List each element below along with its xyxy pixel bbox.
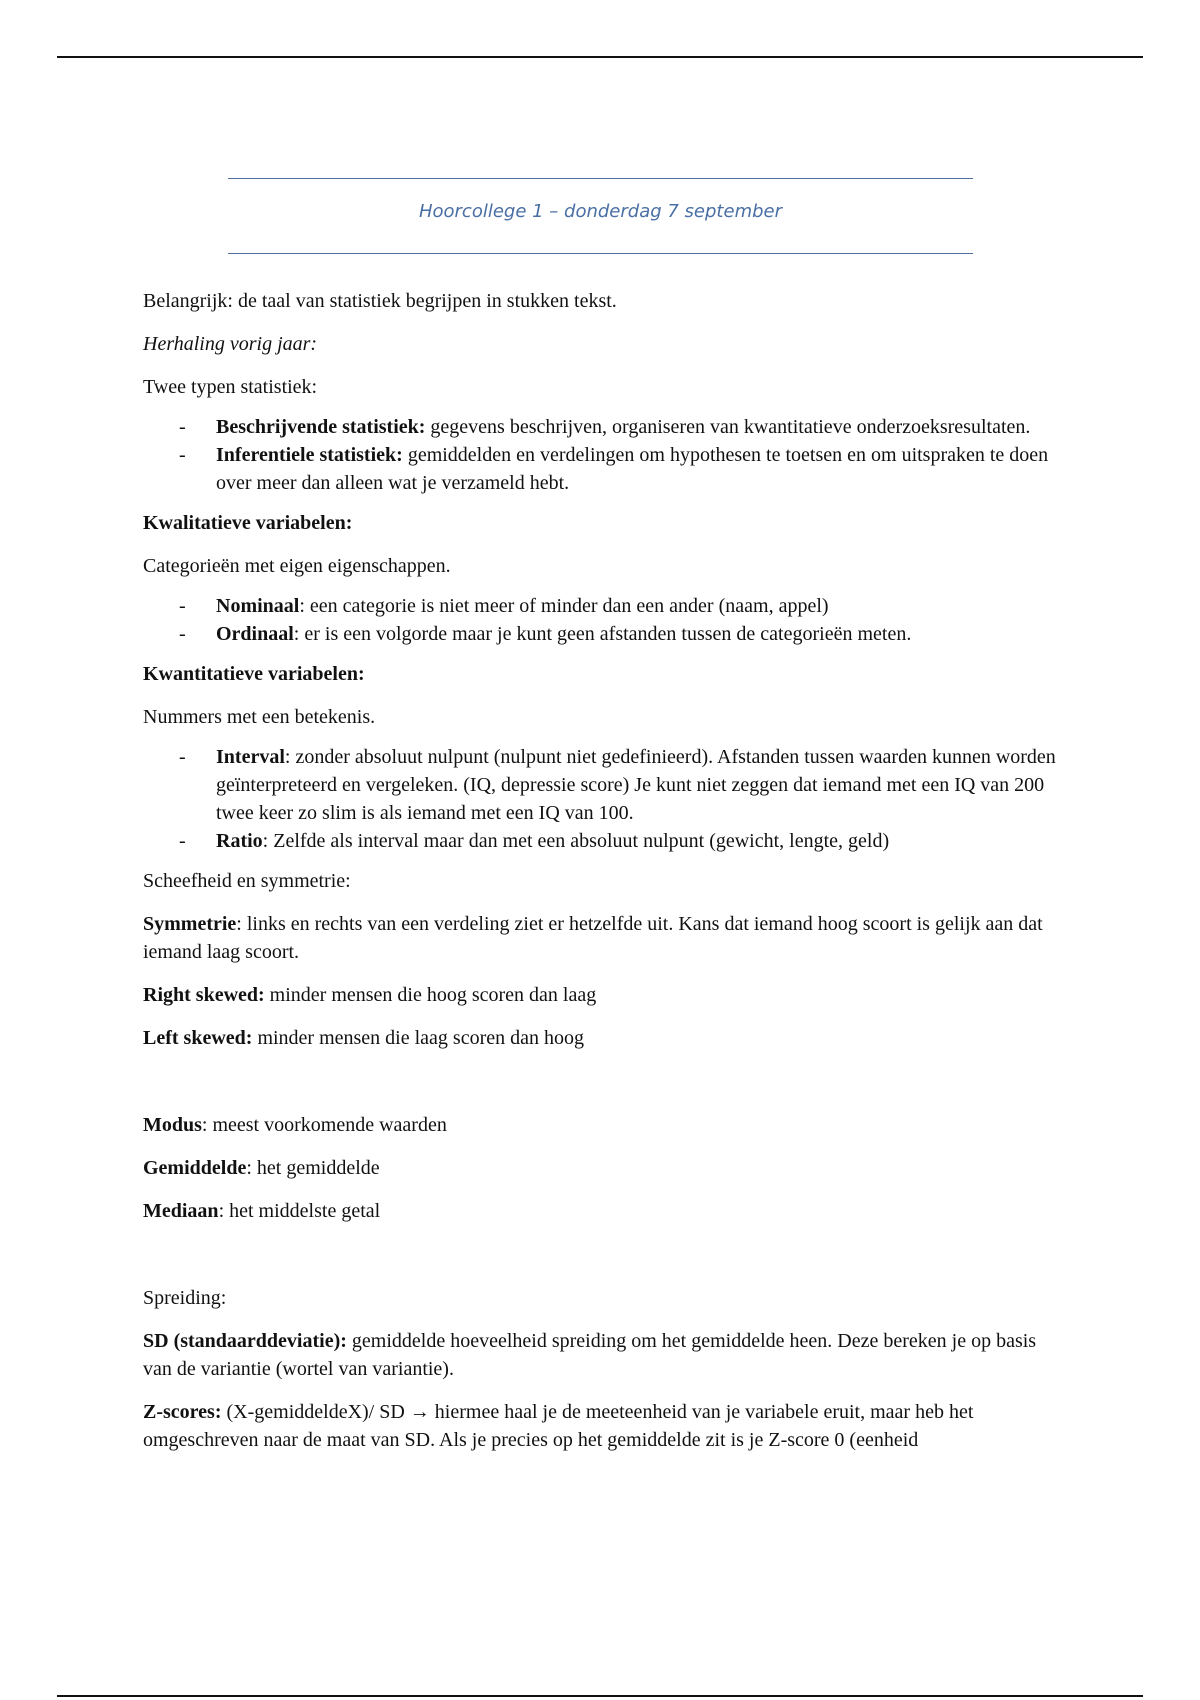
qualitative-heading: Kwalitatieve variabelen: — [143, 512, 353, 534]
qualitative-list — [143, 592, 1063, 648]
mode-paragraph: Modus: meest voorkomende waarden — [143, 1114, 447, 1136]
skewness-label: Scheefheid en symmetrie: — [143, 870, 351, 892]
term: Nominaal — [216, 595, 300, 617]
term: Ordinaal — [216, 623, 294, 645]
definition: : een categorie is niet meer of minder dan een ander (naam, appel) — [299, 595, 829, 617]
list-item: - Nominaal: een categorie is niet meer of minder dan een ander (naam, appel) — [179, 595, 829, 617]
median-paragraph: Mediaan: het middelste getal — [143, 1200, 381, 1222]
list-item: - Beschrijvende statistiek: gegevens beschrijven, organiseren van kwantitatieve onderzoeksresultaten. — [179, 416, 1031, 438]
term: Beschrijvende statistiek: — [216, 416, 426, 438]
mean-paragraph: Gemiddelde: het gemiddelde — [143, 1157, 380, 1179]
page-top-rule — [57, 56, 1143, 58]
symmetry-paragraph: Symmetrie: links en rechts van een verdeling ziet er hetzelfde uit. Kans dat iemand hoog scoort is gelijk aan dat iemand laag scoort. — [143, 913, 1043, 963]
definition: gemiddelden en verdelingen om hypothesen te toetsen en om uitspraken te doen over meer dan alleen wat je verzameld hebt. — [216, 444, 1049, 494]
definition: : zonder absoluut nulpunt (nulpunt niet gedefinieerd). Afstanden tussen waarden kunnen worden geïnterpreteerd en vergeleken. (IQ, depressie score) Je kunt niet zeggen dat iemand met een IQ van 200 twee keer zo slim is als iemand met een IQ van 100. — [216, 746, 1056, 824]
spacer — [143, 1240, 1063, 1284]
page-bottom-rule — [57, 1695, 1143, 1697]
list-item: - Ratio: Zelfde als interval maar dan met een absoluut nulpunt (gewicht, lengte, geld) — [179, 830, 890, 852]
types-label: Twee typen statistiek: — [143, 376, 318, 398]
qualitative-desc: Categorieën met eigen eigenschappen. — [143, 555, 451, 577]
term: Interval — [216, 746, 285, 768]
term: Ratio — [216, 830, 263, 852]
recap-label: Herhaling vorig jaar: — [143, 333, 318, 355]
zscore-paragraph: Z-scores: (X-gemiddeldeX)/ SD → hiermee haal je de meeteenheid van je variabele eruit, maar heb het omgeschreven naar de maat van SD. Als je precies op het gemiddelde zit is je Z-score 0 (eenheid — [143, 1401, 974, 1451]
spread-label: Spreiding: — [143, 1287, 227, 1309]
list-item: - Ordinaal: er is een volgorde maar je kunt geen afstanden tussen de categorieën meten. — [179, 623, 912, 645]
document-body — [143, 287, 1063, 1469]
quantitative-heading: Kwantitatieve variabelen: — [143, 663, 365, 685]
right-skewed-paragraph: Right skewed: minder mensen die hoog scoren dan laag — [143, 984, 597, 1006]
sd-paragraph: SD (standaarddeviatie): gemiddelde hoeveelheid spreiding om het gemiddelde heen. Deze bereken je op basis van de variantie (wortel van variantie). — [143, 1330, 1037, 1380]
definition: : er is een volgorde maar je kunt geen afstanden tussen de categorieën meten. — [293, 623, 912, 645]
quantitative-list — [143, 743, 1063, 855]
definition: gegevens beschrijven, organiseren van kwantitatieve onderzoeksresultaten. — [425, 416, 1031, 438]
definition: : Zelfde als interval maar dan met een absoluut nulpunt (gewicht, lengte, geld) — [262, 830, 890, 852]
list-item: - Interval: zonder absoluut nulpunt (nulpunt niet gedefinieerd). Afstanden tussen waarden kunnen worden geïnterpreteerd en vergeleken. (IQ, depressie score) Je kunt niet zeggen dat iemand met een IQ van 200 twee keer zo slim is als iemand met een IQ van 100. — [179, 746, 1056, 824]
spacer — [143, 1067, 1063, 1111]
term: Inferentiele statistiek: — [216, 444, 403, 466]
left-skewed-paragraph: Left skewed: minder mensen die laag scoren dan hoog — [143, 1027, 584, 1049]
list-item: - Inferentiele statistiek: gemiddelden en verdelingen om hypothesen te toetsen en om uitspraken te doen over meer dan alleen wat je verzameld hebt. — [179, 444, 1049, 494]
quantitative-desc: Nummers met een betekenis. — [143, 706, 376, 728]
intro-important: Belangrijk: de taal van statistiek begrijpen in stukken tekst. — [143, 290, 617, 312]
stat-types-list — [143, 413, 1063, 497]
title-box — [228, 178, 973, 254]
page-title: Hoorcollege 1 – donderdag 7 september — [418, 201, 783, 222]
